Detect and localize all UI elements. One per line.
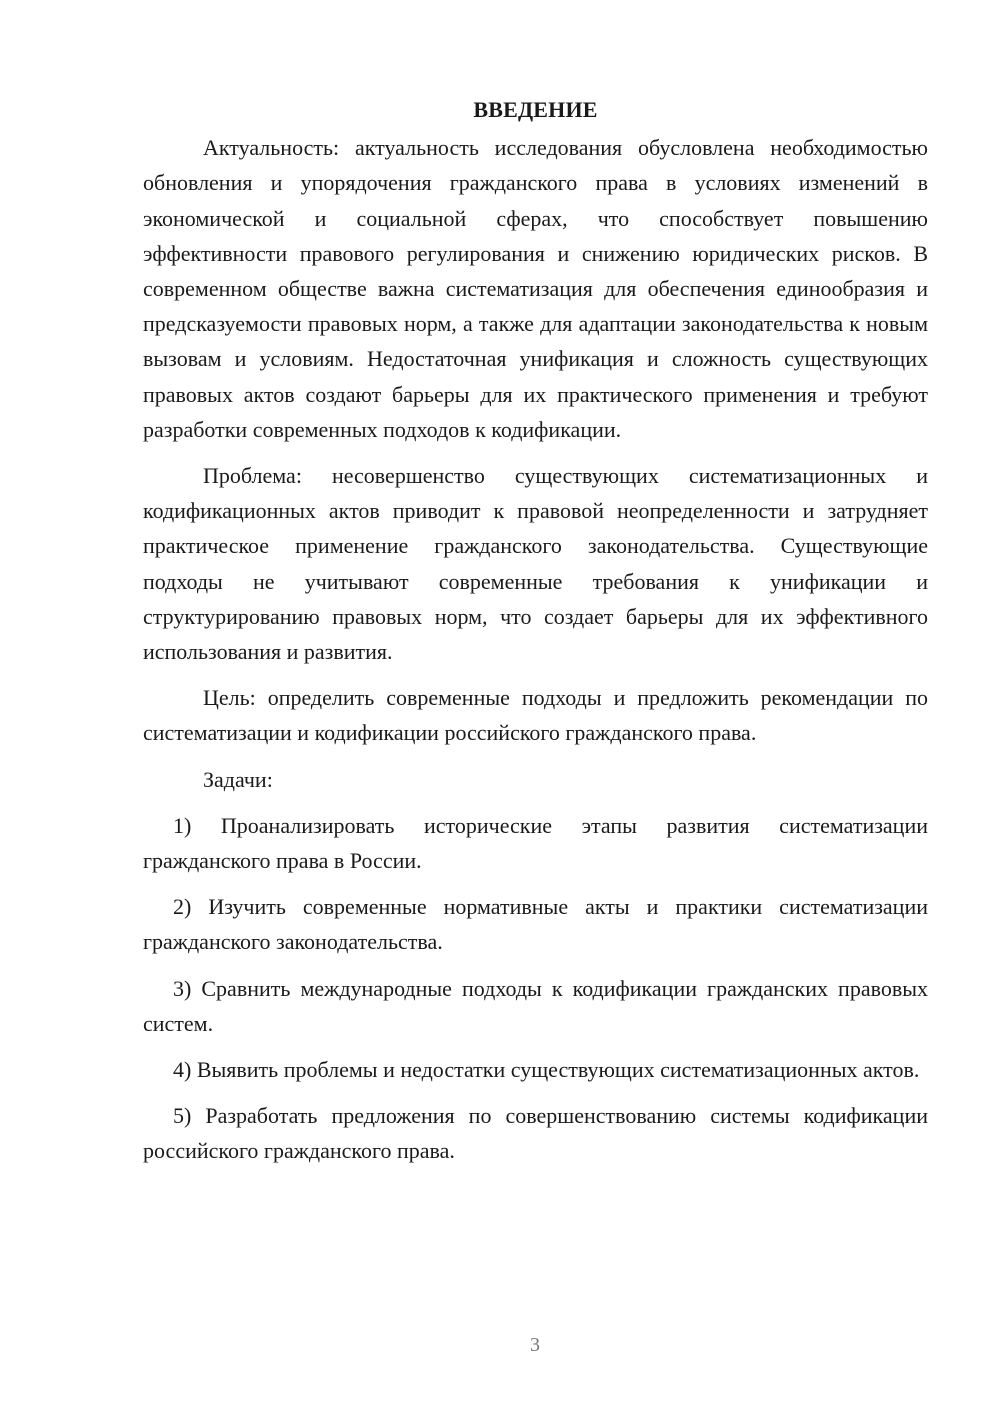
tasks-heading: Задачи: [203,766,273,792]
paragraph-goal: Цель: определить современные подходы и предложить рекомендации по систематизации и кодификации российского гражданского права. [143,685,928,746]
task-item-4: 4) Выявить проблемы и недостатки существующих систематизационных актов. [173,1057,920,1083]
document-page [143,92,928,1180]
task-item-2: 2) Изучить современные нормативные акты и практики систематизации гражданского законодательства. [143,894,928,955]
task-item-3: 3) Сравнить международные подходы к кодификации гражданских правовых систем. [143,975,928,1036]
task-item-5: 5) Разработать предложения по совершенствованию системы кодификации российского гражданского права. [143,1103,928,1164]
page-number: 3 [530,1334,540,1356]
task-item-1: 1) Проанализировать исторические этапы развития систематизации гражданского права в России. [143,812,928,874]
section-title: ВВЕДЕНИЕ [473,97,598,122]
paragraph-problem: Проблема: несовершенство существующих систематизационных и кодификационных актов приводит к правовой неопределенности и затрудняет практическое применение гражданского законодательства. Существующие подходы не учитывают современные требования к унификации и структурированию правовых норм, что создает барьеры для их эффективного использования и развития. [143,463,928,665]
paragraph-relevance: Актуальность: актуальность исследования обусловлена необходимостью обновления и упорядочения гражданского права в условиях изменений в экономической и социальной сферах, что способствует повышению эффективности правового регулирования и снижению юридических рисков. В современном обществе важна систематизация для обеспечения единообразия и предсказуемости правовых норм, а также для адаптации законодательства к новым вызовам и условиям. Недостаточная унификация и сложность существующих правовых актов создают барьеры для их практического применения и требуют разработки современных подходов к кодификации. [143,135,928,442]
